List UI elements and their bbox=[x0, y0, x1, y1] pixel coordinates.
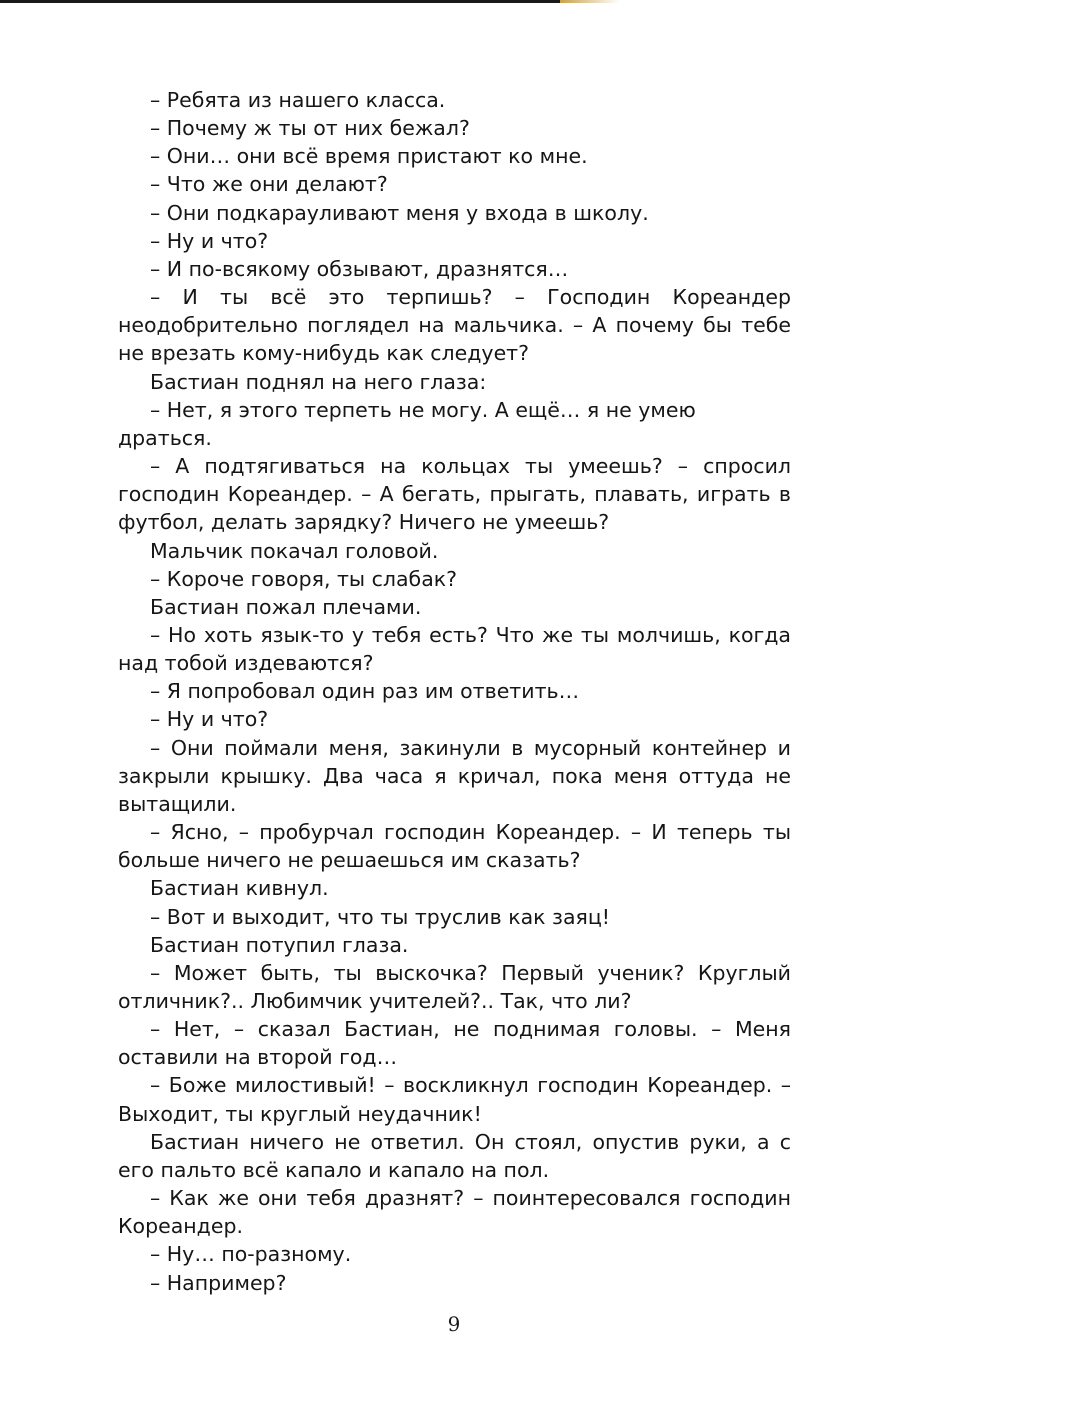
dialogue-paragraph: – Вот и выходит, что ты труслив как заяц! bbox=[150, 904, 611, 929]
dialogue-paragraph: – Короче говоря, ты слабак? bbox=[150, 566, 458, 591]
dialogue-paragraph: – Они поймали меня, закинули в мусорный контейнер и закрыли крышку. Два часа я кричал, пока меня оттуда не вытащили. bbox=[118, 735, 791, 816]
narration-paragraph: Бастиан ничего не ответил. Он стоял, опустив руки, а с его пальто всё капало и капало на пол. bbox=[118, 1129, 791, 1182]
dialogue-paragraph: – Ну и что? bbox=[150, 707, 269, 732]
dialogue-paragraph: – Но хоть язык-то у тебя есть? Что же ты молчишь, когда над тобой издеваются? bbox=[118, 622, 791, 676]
narration-paragraph: Бастиан потупил глаза. bbox=[150, 932, 409, 957]
dialogue-paragraph: – Ну и что? bbox=[150, 228, 269, 253]
dialogue-paragraph: – Ребята из нашего класса. bbox=[150, 88, 446, 112]
dialogue-paragraph: – Ну… по-разному. bbox=[150, 1242, 352, 1267]
page-number: 9 bbox=[447, 1312, 461, 1336]
dialogue-paragraph: – Нет, – сказал Бастиан, не поднимая головы. – Меня оставили на второй год… bbox=[118, 1017, 791, 1070]
dialogue-paragraph: – Боже милостивый! – воскликнул господин Кореандер. – Выходит, ты круглый неудачник! bbox=[118, 1073, 791, 1126]
narration-paragraph: Бастиан кивнул. bbox=[150, 876, 329, 901]
book-page-body bbox=[118, 86, 791, 1297]
dialogue-paragraph: – А подтягиваться на кольцах ты умеешь? – спросил господин Кореандер. – А бегать, прыгать, плавать, играть в футбол, делать зарядку? Ничего не умеешь? bbox=[118, 454, 791, 535]
dialogue-paragraph: – Ясно, – пробурчал господин Кореандер. – И теперь ты больше ничего не решаешься им сказать? bbox=[118, 820, 791, 873]
top-edge-rule-fade bbox=[560, 0, 620, 3]
narration-paragraph: Бастиан пожал плечами. bbox=[150, 594, 422, 619]
dialogue-paragraph: – Как же они тебя дразнят? – поинтересовался господин Кореандер. bbox=[118, 1186, 791, 1239]
dialogue-paragraph: – Я попробовал один раз им ответить… bbox=[150, 679, 580, 704]
dialogue-paragraph: – Почему ж ты от них бежал? bbox=[150, 116, 470, 141]
dialogue-paragraph: – Они… они всё время пристают ко мне. bbox=[150, 144, 588, 169]
dialogue-paragraph: – Может быть, ты выскочка? Первый ученик? Круглый отличник?.. Любимчик учителей?.. Так, что ли? bbox=[118, 960, 791, 1013]
narration-paragraph: Бастиан поднял на него глаза: bbox=[150, 369, 487, 394]
dialogue-paragraph: – Что же они делают? bbox=[150, 172, 388, 197]
dialogue-paragraph: – Они подкарауливают меня у входа в школу. bbox=[150, 200, 649, 225]
narration-paragraph: Мальчик покачал головой. bbox=[150, 538, 439, 563]
top-edge-rule bbox=[0, 0, 560, 3]
dialogue-paragraph: – Например? bbox=[150, 1270, 287, 1295]
dialogue-paragraph: – И по-всякому обзывают, дразнятся… bbox=[150, 256, 569, 281]
dialogue-paragraph: – И ты всё это терпишь? – Господин Кореандер неодобрительно поглядел на мальчика. – А почему бы тебе не врезать кому-нибудь как следует? bbox=[118, 285, 791, 366]
dialogue-paragraph: – Нет, я этого терпеть не могу. А ещё… я не умею драться. bbox=[118, 397, 696, 450]
